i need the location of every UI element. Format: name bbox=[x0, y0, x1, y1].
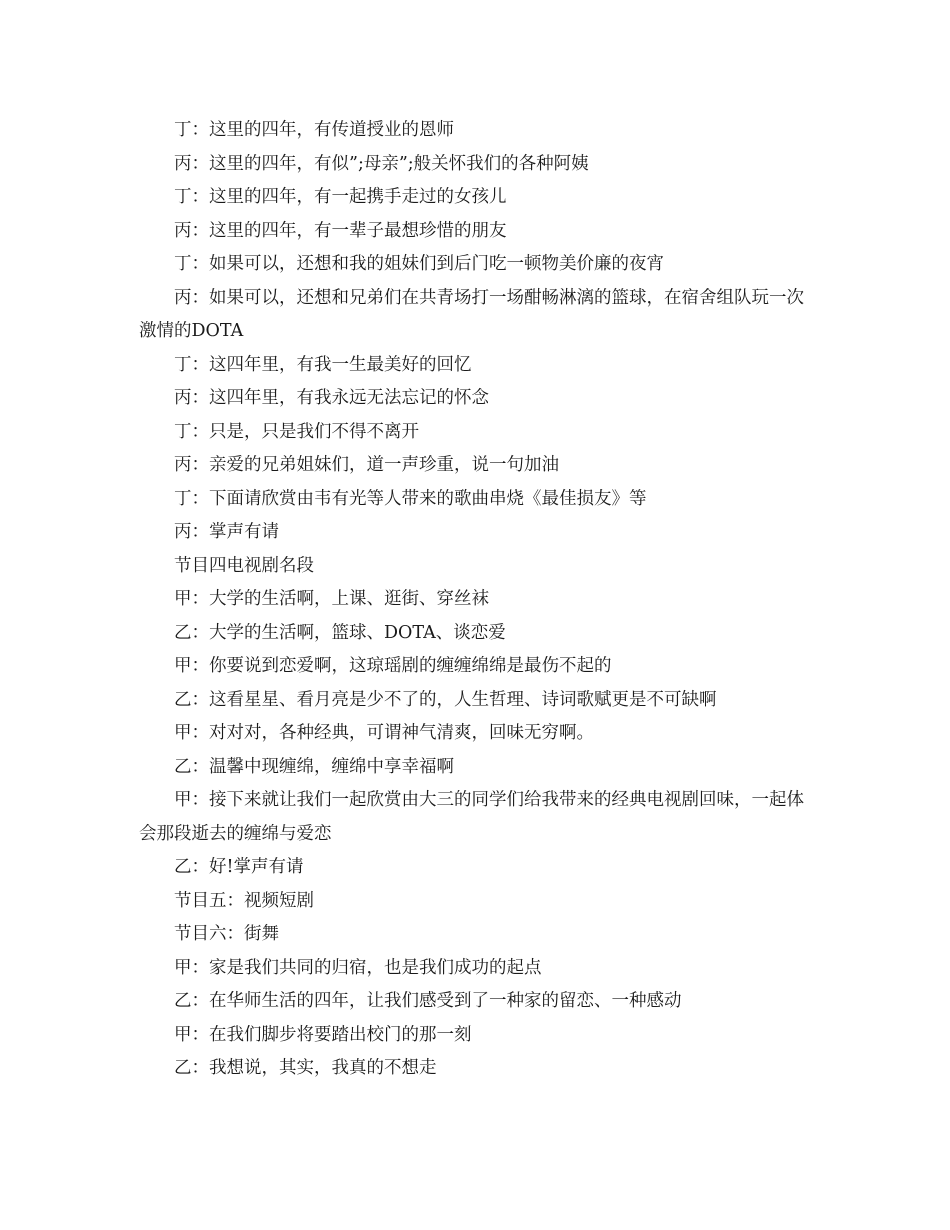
paragraph: 丁：下面请欣赏由韦有光等人带来的歌曲串烧《最佳损友》等 bbox=[174, 488, 647, 509]
section-heading: 节目四电视剧名段 bbox=[174, 555, 314, 576]
document-body bbox=[139, 114, 819, 1086]
paragraph: 丙：掌声有请 bbox=[174, 522, 279, 542]
paragraph: 乙：在华师生活的四年，让我们感受到了一种家的留恋、一种感动 bbox=[174, 991, 682, 1011]
section-heading: 节目六：街舞 bbox=[174, 924, 279, 944]
paragraph: 丁：这四年里，有我一生最美好的回忆 bbox=[174, 354, 472, 375]
paragraph: 乙：我想说，其实，我真的不想走 bbox=[174, 1058, 437, 1078]
paragraph: 甲：接下来就让我们一起欣赏由大三的同学们给我带来的经典电视剧回味，一起体会那段逝去的缠绵与爱恋 bbox=[139, 790, 804, 844]
paragraph: 甲：家是我们共同的归宿，也是我们成功的起点 bbox=[174, 957, 542, 978]
paragraph: 甲：你要说到恋爱啊，这琼瑶剧的缠缠绵绵是最伤不起的 bbox=[174, 656, 612, 676]
paragraph: 乙：这看星星、看月亮是少不了的，人生哲理、诗词歌赋更是不可缺啊 bbox=[174, 689, 717, 710]
paragraph: 丙：这里的四年，有似”;母亲”;般关怀我们的各种阿姨 bbox=[174, 153, 589, 174]
paragraph: 乙：温馨中现缠绵，缠绵中享幸福啊 bbox=[174, 756, 454, 777]
section-heading: 节目五：视频短剧 bbox=[174, 890, 314, 911]
paragraph: 丁：这里的四年，有一起携手走过的女孩儿 bbox=[174, 187, 507, 207]
paragraph: 乙：好!掌声有请 bbox=[174, 857, 304, 877]
paragraph: 甲：在我们脚步将要踏出校门的那一刻 bbox=[174, 1024, 472, 1045]
paragraph: 丁：这里的四年，有传道授业的恩师 bbox=[174, 120, 454, 140]
paragraph: 丙：亲爱的兄弟姐妹们，道一声珍重，说一句加油 bbox=[174, 455, 559, 475]
paragraph: 甲：大学的生活啊，上课、逛街、穿丝袜 bbox=[174, 589, 489, 609]
paragraph: 丁：只是，只是我们不得不离开 bbox=[174, 421, 419, 442]
paragraph: 丙：这四年里，有我永远无法忘记的怀念 bbox=[174, 388, 489, 408]
paragraph: 丙：如果可以，还想和兄弟们在共青场打一场酣畅淋漓的篮球，在宿舍组队玩一次激情的DOTA bbox=[139, 287, 804, 341]
paragraph: 丁：如果可以，还想和我的姐妹们到后门吃一顿物美价廉的夜宵 bbox=[174, 254, 664, 274]
paragraph: 甲：对对对，各种经典，可谓神气清爽，回味无穷啊。 bbox=[174, 723, 594, 743]
paragraph: 丙：这里的四年，有一辈子最想珍惜的朋友 bbox=[174, 220, 507, 241]
paragraph: 乙：大学的生活啊，篮球、DOTA、谈恋爱 bbox=[174, 622, 506, 643]
